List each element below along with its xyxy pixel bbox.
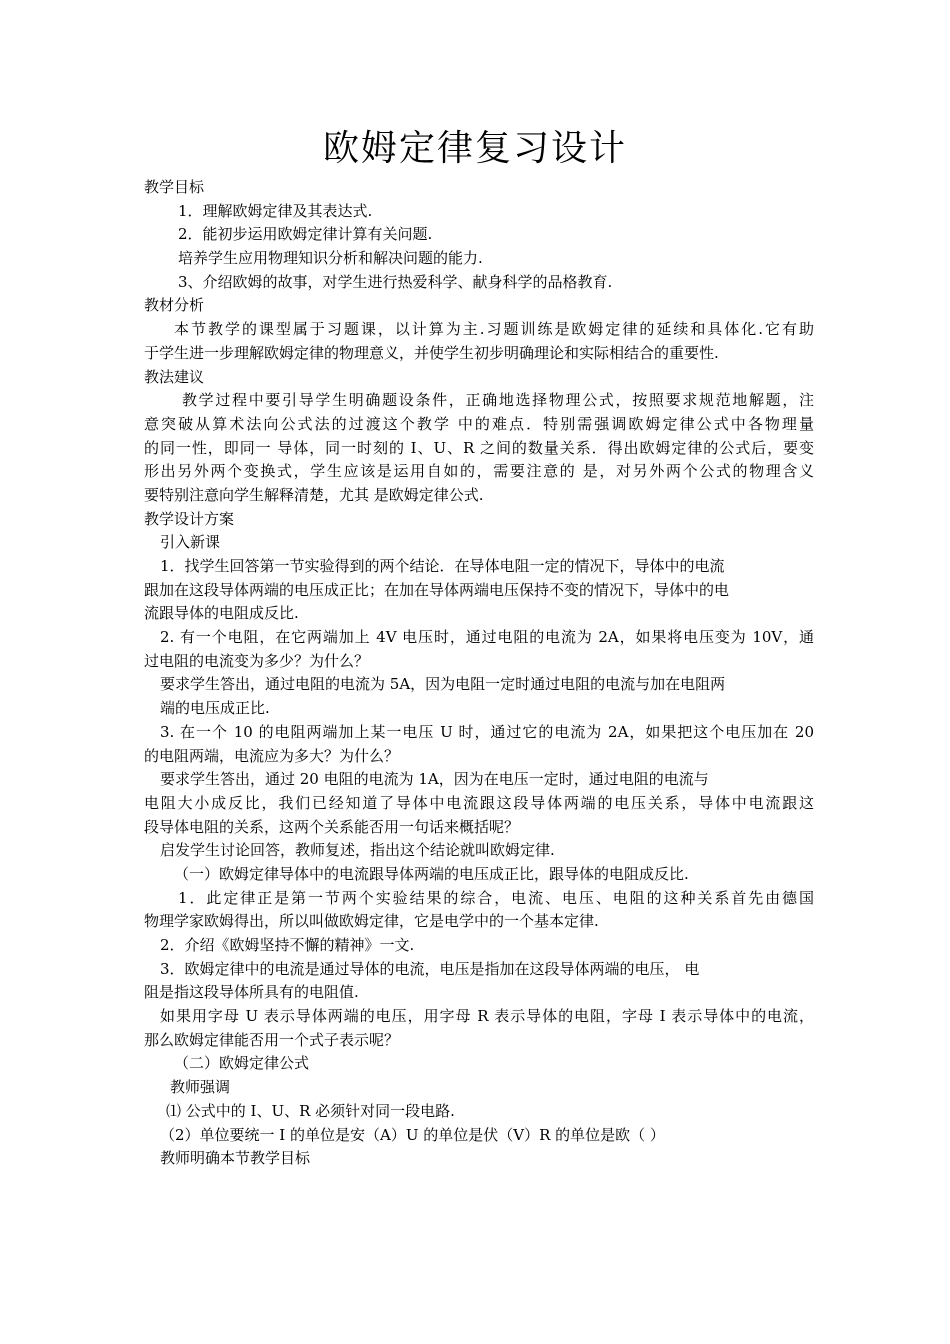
text-line: 3、介绍欧姆的故事，对学生进行热爱科学、献身科学的品格教育. [178,272,613,291]
text-line: 教学目标 [144,178,205,196]
text-line: 形出另外两个变换式，学生应该是运用自如的，需要注意的 是，对另外两个公式的物理含义 [144,462,814,481]
text-line: 阻是指这段导体所具有的电阻值. [144,983,359,1002]
text-line: 物理学家欧姆得出，所以叫做欧姆定律，它是电学中的一个基本定律. [144,912,599,931]
text-line: 启发学生讨论回答，教师复述，指出这个结论就叫欧姆定律. [160,841,555,860]
text-line: 本节教学的课型属于习题课，以计算为主.习题训练是欧姆定律的延续和具体化.它有助 [174,320,814,339]
text-line: 段导体电阻的关系，这两个关系能否用一句话来概括呢？ [144,817,520,836]
text-line: 要求学生答出，通过电阻的电流为 5A，因为电阻一定时通过电阻的电流与加在电阻两 [160,675,726,694]
text-line: 2. 有一个电阻，在它两端加上 4V 电压时，通过电阻的电流为 2A，如果将电压变为 10V，通 [160,628,814,647]
text-line: 教法建议 [144,367,205,386]
text-line: （二）欧姆定律公式 [174,1054,310,1073]
text-line: 2．能初步运用欧姆定律计算有关问题. [178,225,433,244]
text-line: （2）单位要统一 I 的单位是安（A）U 的单位是伏（V）R 的单位是欧（ ） [160,1125,665,1144]
text-line: 培养学生应用物理知识分析和解决问题的能力. [178,249,483,268]
text-line: 要求学生答出，通过 20 电阻的电流为 1A，因为在电压一定时，通过电阻的电流与 [160,770,709,789]
text-line: 那么欧姆定律能否用一个式子表示呢？ [144,1030,400,1049]
text-line: ⑴ 公式中的 I、U、R 必须针对同一段电路. [166,1101,455,1120]
text-line: 1．理解欧姆定律及其表达式. [178,201,373,220]
text-line: 教学过程中要引导学生明确题设条件，正确地选择物理公式，按照要求规范地解题，注 [182,391,814,410]
text-line: 3．欧姆定律中的电流是通过导体的电流，电压是指加在这段导体两端的电压， 电 [160,959,700,978]
text-line: 如果用字母 U 表示导体两端的电压，用字母 R 表示导体的电阻，字母 I 表示导体中的电流， [160,1007,814,1026]
text-line: 3. 在一个 10 的电阻两端加上某一电压 U 时，通过它的电流为 2A，如果把这个电压加在 20 [160,722,814,741]
text-line: 1．找学生回答第一节实验得到的两个结论．在导体电阻一定的情况下，导体中的电流 [160,557,725,575]
text-line: 教师明确本节教学目标 [160,1149,311,1168]
text-line: 于学生进一步理解欧姆定律的物理意义，并使学生初步明确理论和实际相结合的重要性. [144,343,719,362]
text-line: 跟加在这段导体两端的电压成正比；在加在导体两端电压保持不变的情况下，导体中的电 [144,580,730,599]
text-line: 要特别注意向学生解释清楚，尤其 是欧姆定律公式. [144,485,484,504]
text-line: 教师强调 [170,1078,231,1097]
text-line: 引入新课 [160,533,221,552]
text-line: 端的电压成正比. [160,699,270,718]
document-body [144,176,814,1171]
text-line: 1．此定律正是第一节两个实验结果的综合，电流、电压、电阻的这种关系首先由德国 [178,888,814,907]
text-line: 的电阻两端，电流应为多大？为什么？ [144,746,400,765]
text-line: 过电阻的电流变为多少？为什么？ [144,651,370,670]
text-line: 意突破从算术法向公式法的过渡这个教学 中的难点．特别需强调欧姆定律公式中各物理量 [144,414,814,433]
text-line: 教学设计方案 [144,509,235,528]
text-line: 电阻大小成反比，我们已经知道了导体中电流跟这段导体两端的电压关系，导体中电流跟这 [144,793,814,812]
text-line: 教材分析 [144,296,205,315]
text-line: 2．介绍《欧姆坚持不懈的精神》一文. [160,936,415,954]
text-line: （一）欧姆定律导体中的电流跟导体两端的电压成正比，跟导体的电阻成反比. [174,864,689,883]
text-line: 的同一性，即同一 导体，同一时刻的 I、U、R 之间的数量关系．得出欧姆定律的公式后，要变 [144,438,814,457]
text-line: 流跟导体的电阻成反比. [144,604,299,623]
document-title: 欧姆定律复习设计 [322,128,627,169]
